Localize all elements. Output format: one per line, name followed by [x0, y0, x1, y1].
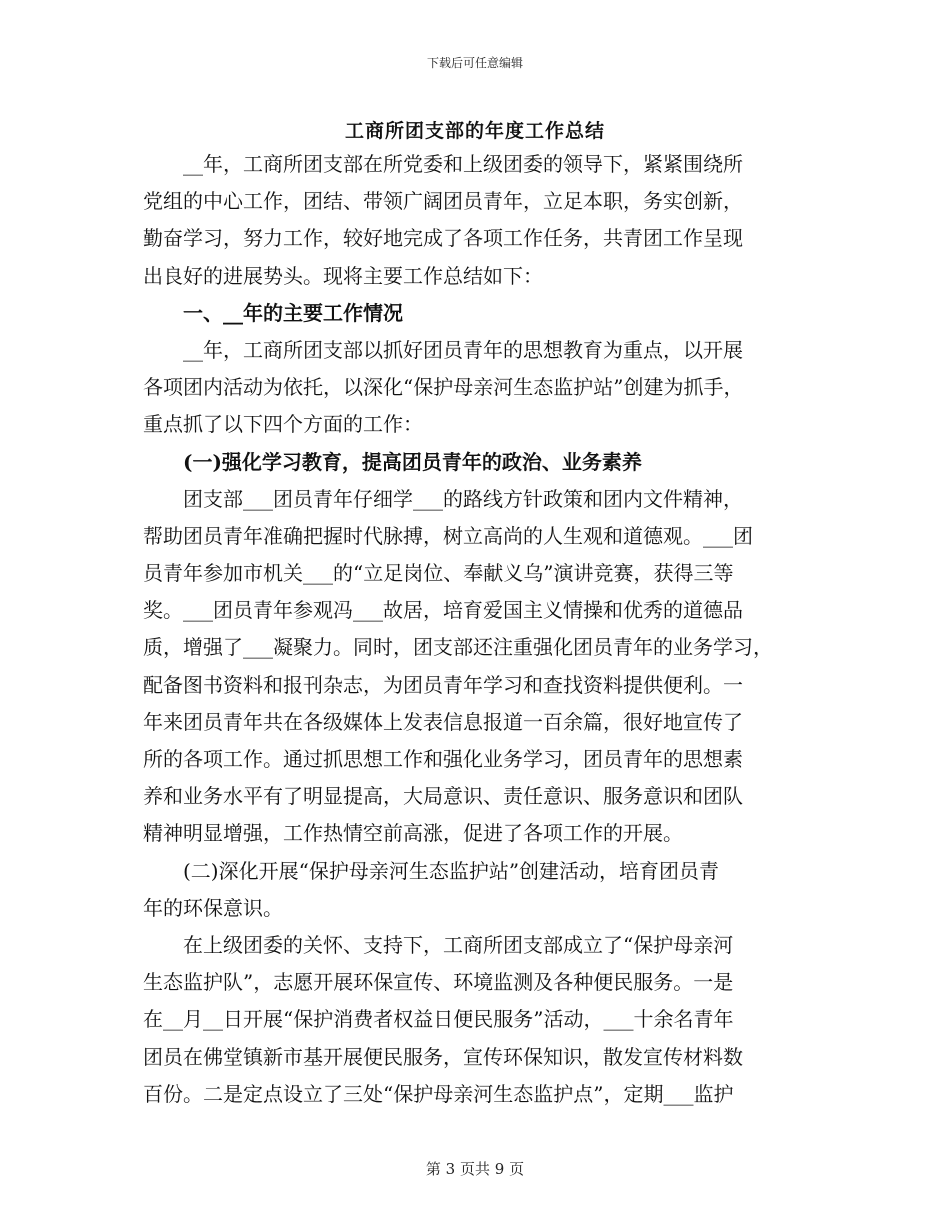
paragraph-line: 所的各项工作。通过抓思想工作和强化业务学习，团员青年的思想素 — [143, 747, 743, 771]
section-heading: 一、__年的主要工作情况 — [183, 300, 403, 325]
paragraph-line: 勤奋学习，努力工作，较好地完成了各项工作任务，共青团工作呈现 — [143, 226, 743, 251]
paragraph-line: 出良好的进展势头。现将主要工作总结如下： — [143, 263, 543, 288]
paragraph-line: __年，工商所团支部在所党委和上级团委的领导下，紧紧围绕所 — [183, 152, 743, 176]
paragraph-line: 团支部___团员青年仔细学___的路线方针政策和团内文件精神， — [183, 486, 743, 511]
paragraph-line: 员青年参加市机关___的“立足岗位、奉献义乌”演讲竞赛，获得三等 — [143, 561, 734, 586]
paragraph-line: 百份。二是定点设立了三处“保护母亲河生态监护点”，定期___监护 — [143, 1081, 734, 1106]
document-body — [143, 146, 815, 1113]
paragraph-line: 年来团员青年共在各级媒体上发表信息报道一百余篇，很好地宣传了 — [143, 709, 743, 734]
paragraph-line: 养和业务水平有了明显提高，大局意识、责任意识、服务意识和团队 — [143, 784, 743, 809]
paragraph-line: __年，工商所团支部以抓好团员青年的思想教育为重点，以开展 — [183, 337, 743, 362]
paragraph-line: 在__月__日开展“保护消费者权益日便民服务”活动，___十余名青年 — [143, 1007, 734, 1032]
paragraph-line: 生态监护队”，志愿开展环保宣传、环境监测及各种便民服务。一是 — [143, 970, 734, 995]
paragraph-line: 配备图书资料和报刊杂志，为团员青年学习和查找资料提供便利。一 — [143, 672, 743, 697]
paragraph-line: 帮助团员青年准确把握时代脉搏，树立高尚的人生观和道德观。___团 — [143, 523, 753, 548]
paragraph-line: 党组的中心工作，团结、带领广阔团员青年，立足本职，务实创新， — [143, 189, 743, 214]
paragraph-line: 重点抓了以下四个方面的工作： — [143, 412, 423, 437]
paragraph-line: 团员在佛堂镇新市基开展便民服务，宣传环保知识，散发宣传材料数 — [143, 1044, 743, 1069]
paragraph-line: 各项团内活动为依托，以深化“保护母亲河生态监护站”创建为抓手， — [143, 375, 744, 400]
document-title: 工商所团支部的年度工作总结 — [344, 120, 605, 142]
header-note: 下载后可任意编辑 — [426, 56, 523, 70]
subsection-heading: (一)强化学习教育，提高团员青年的政治、业务素养 — [183, 449, 642, 474]
paragraph-line: 年的环保意识。 — [143, 895, 283, 920]
subsection-heading: (二)深化开展“保护母亲河生态监护站”创建活动，培育团员青 — [183, 858, 720, 883]
page-number: 第 3 页共 9 页 — [425, 1160, 525, 1178]
paragraph-line: 精神明显增强，工作热情空前高涨，促进了各项工作的开展。 — [143, 821, 683, 846]
paragraph-line: 质，增强了___凝聚力。同时，团支部还注重强化团员青年的业务学习， — [143, 635, 773, 660]
paragraph-line: 在上级团委的关怀、支持下，工商所团支部成立了“保护母亲河 — [183, 932, 734, 957]
paragraph-line: 奖。___团员青年参观冯___故居，培育爱国主义情操和优秀的道德品 — [143, 598, 743, 623]
